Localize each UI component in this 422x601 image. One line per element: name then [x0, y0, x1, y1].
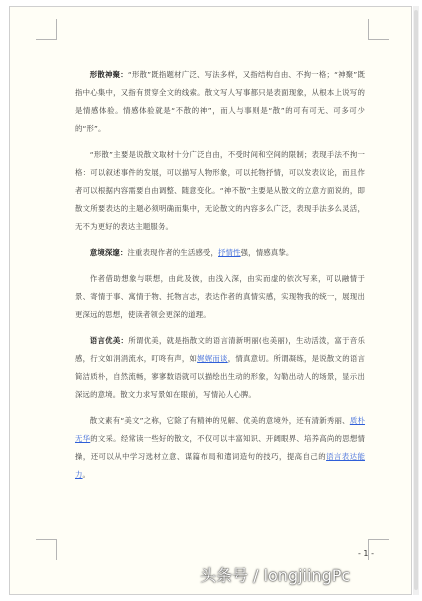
paragraph-text: “形散”既指题材广泛、写法多样，又指结构自由、不拘一格；“神聚”既指中心集中，又指有贯穿全文的线索。散文写人写事都只是表面现象，从根本上说写的是情感体验。情感体验就是“不散的神”，而人与事则是“散”的可有可无、可多可少的“形”。 — [75, 70, 365, 133]
paragraph-text: “形散”主要是说散文取材十分广泛自由，不受时间和空间的限制；表现手法不拘一格：可以叙述事件的发展，可以描写人物形象，可以托物抒情，可以发表议论，而且作者可以根据内容需要自由调整、随意变化。“神不散”主要是从散文的立意方面说的，即散文所要表达的主题必须明确而集中，无论散文的内容多么广泛，表现手法多么灵活，无不为更好的表达主题服务。 — [75, 150, 365, 231]
keyword-link[interactable]: 娓娓而谈 — [197, 354, 228, 363]
paragraph-text: 注重表现作者的生活感受， — [127, 248, 219, 257]
paragraph — [75, 66, 365, 138]
keyword-link[interactable]: 抒情性 — [218, 248, 241, 257]
paragraph-text: 散文素有“美文”之称，它除了有精神的见解、优美的意境外，还有清新秀丽、 — [89, 416, 350, 425]
crop-mark-top-right — [368, 19, 389, 40]
paragraph — [75, 412, 365, 484]
paragraph-text: 的文采。经常读一些好的散文，不仅可以丰富知识、开阔眼界、培养高尚的思想情操，还可以从中学习选材立意、谋篇布局和遣词造句的技巧，提高自己的 — [75, 434, 365, 461]
paragraph — [75, 270, 365, 324]
paragraph-text: ，情真意切。所谓凝练，是说散文的语言简洁质朴，自然流畅，寥寥数语就可以描绘出生动的形象，勾勒出动人的场景，显示出深远的意境。散文力求写景如在眼前，写情沁人心脾。 — [75, 354, 366, 399]
paragraph-text: 所谓优美，就是指散文的语言清新明丽(也美丽)，生动活泼，富于音乐感，行文如涓涓流水，叮咚有声，如 — [75, 336, 365, 363]
crop-mark-top-left — [36, 19, 57, 40]
page-number: - 1 - — [358, 549, 374, 558]
watermark-text: 头条号 / longjiingPc — [200, 566, 351, 585]
paragraph — [75, 332, 365, 404]
keyword-link[interactable]: 质朴无华 — [75, 416, 365, 443]
paragraph — [75, 146, 365, 236]
scrollbar-thumb[interactable] — [414, 10, 418, 590]
paragraph-text: 。 — [82, 470, 91, 479]
paragraph — [75, 244, 365, 262]
paragraph-text: 强，情感真挚。 — [240, 248, 294, 257]
keyword-link[interactable]: 语言表达能力 — [75, 452, 365, 479]
document-body — [75, 66, 365, 492]
paragraph-heading: 语言优美： — [89, 336, 129, 345]
paragraph-heading: 意境深邃： — [89, 248, 128, 257]
paragraph-text: 作者借助想象与联想，由此及彼，由浅入深，由实而虚的依次写来，可以融情于景、寄情于事、寓情于物、托物言志，表达作者的真情实感，实现物我的统一，展现出更深远的思想，使读者领会更深的道理。 — [75, 274, 365, 319]
paragraph-heading: 形散神聚： — [89, 70, 128, 79]
crop-mark-bottom-left — [36, 539, 57, 560]
